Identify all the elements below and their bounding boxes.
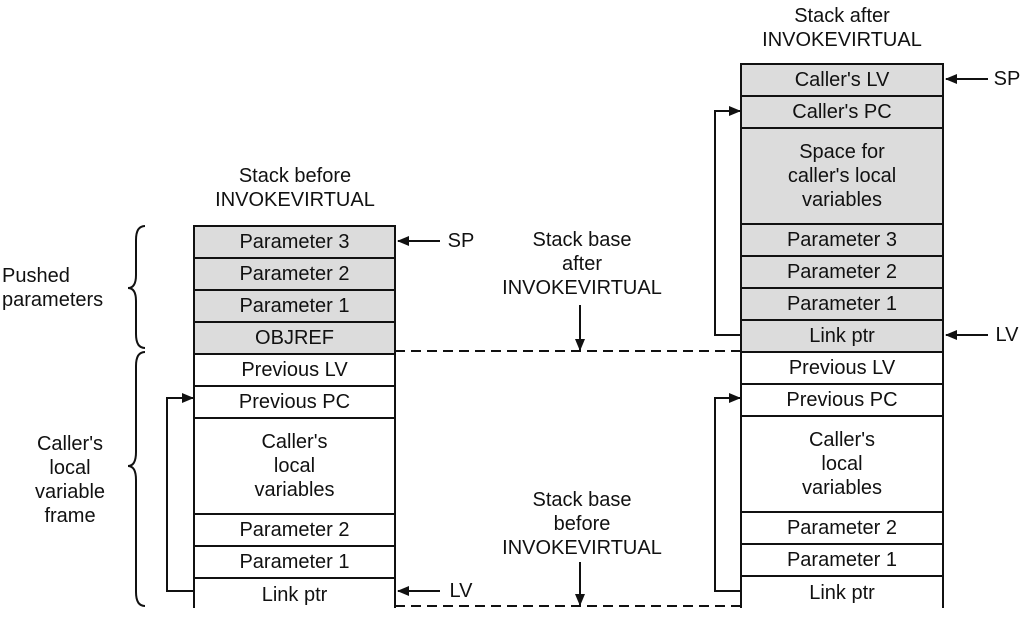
stack-base-before-label: Stack base before INVOKEVIRTUAL [502, 489, 662, 559]
left-stack-cell: Previous PC [195, 387, 394, 419]
left-stack-cell: Parameter 3 [195, 227, 394, 259]
right-lower-link-arrow [715, 398, 742, 591]
left-stack-cell: Parameter 2 [195, 259, 394, 291]
right-stack [740, 63, 944, 608]
right-stack-cell: Parameter 2 [742, 513, 942, 545]
pushed-parameters-label: Pushed parameters [2, 265, 104, 311]
left-stack-cell: Caller's local variables [195, 419, 394, 515]
left-sp-label: SP [447, 230, 475, 252]
left-stack-cell: Parameter 1 [195, 291, 394, 323]
right-stack-cell: Caller's PC [742, 97, 942, 129]
caller-frame-label: Caller's local variable frame [34, 433, 106, 527]
right-stack-cell: Parameter 1 [742, 289, 942, 321]
stack-base-after-label: Stack base after INVOKEVIRTUAL [502, 229, 662, 299]
right-stack-cell: Parameter 2 [742, 257, 942, 289]
right-stack-cell: Parameter 3 [742, 225, 942, 257]
brace-pushed [128, 226, 145, 348]
right-stack-cell: Caller's LV [742, 65, 942, 97]
right-stack-cell: Space for caller's local variables [742, 129, 942, 225]
left-stack-cell: OBJREF [195, 323, 394, 355]
right-stack-title: Stack after INVOKEVIRTUAL [762, 5, 922, 51]
left-link-arrow [167, 398, 195, 591]
right-stack-cell: Link ptr [742, 577, 942, 609]
right-sp-label: SP [993, 68, 1021, 90]
right-stack-cell: Previous LV [742, 353, 942, 385]
left-lv-label: LV [449, 580, 473, 602]
left-stack-title: Stack before INVOKEVIRTUAL [215, 165, 375, 211]
brace-caller [128, 352, 145, 606]
right-stack-cell: Link ptr [742, 321, 942, 353]
right-stack-cell: Previous PC [742, 385, 942, 417]
right-lv-label: LV [995, 324, 1019, 346]
right-stack-cell: Parameter 1 [742, 545, 942, 577]
left-stack-cell: Link ptr [195, 579, 394, 611]
left-stack-cell: Previous LV [195, 355, 394, 387]
right-stack-cell: Caller's local variables [742, 417, 942, 513]
left-stack-cell: Parameter 2 [195, 515, 394, 547]
left-stack-cell: Parameter 1 [195, 547, 394, 579]
left-stack [193, 225, 396, 608]
right-upper-link-arrow [715, 111, 742, 335]
